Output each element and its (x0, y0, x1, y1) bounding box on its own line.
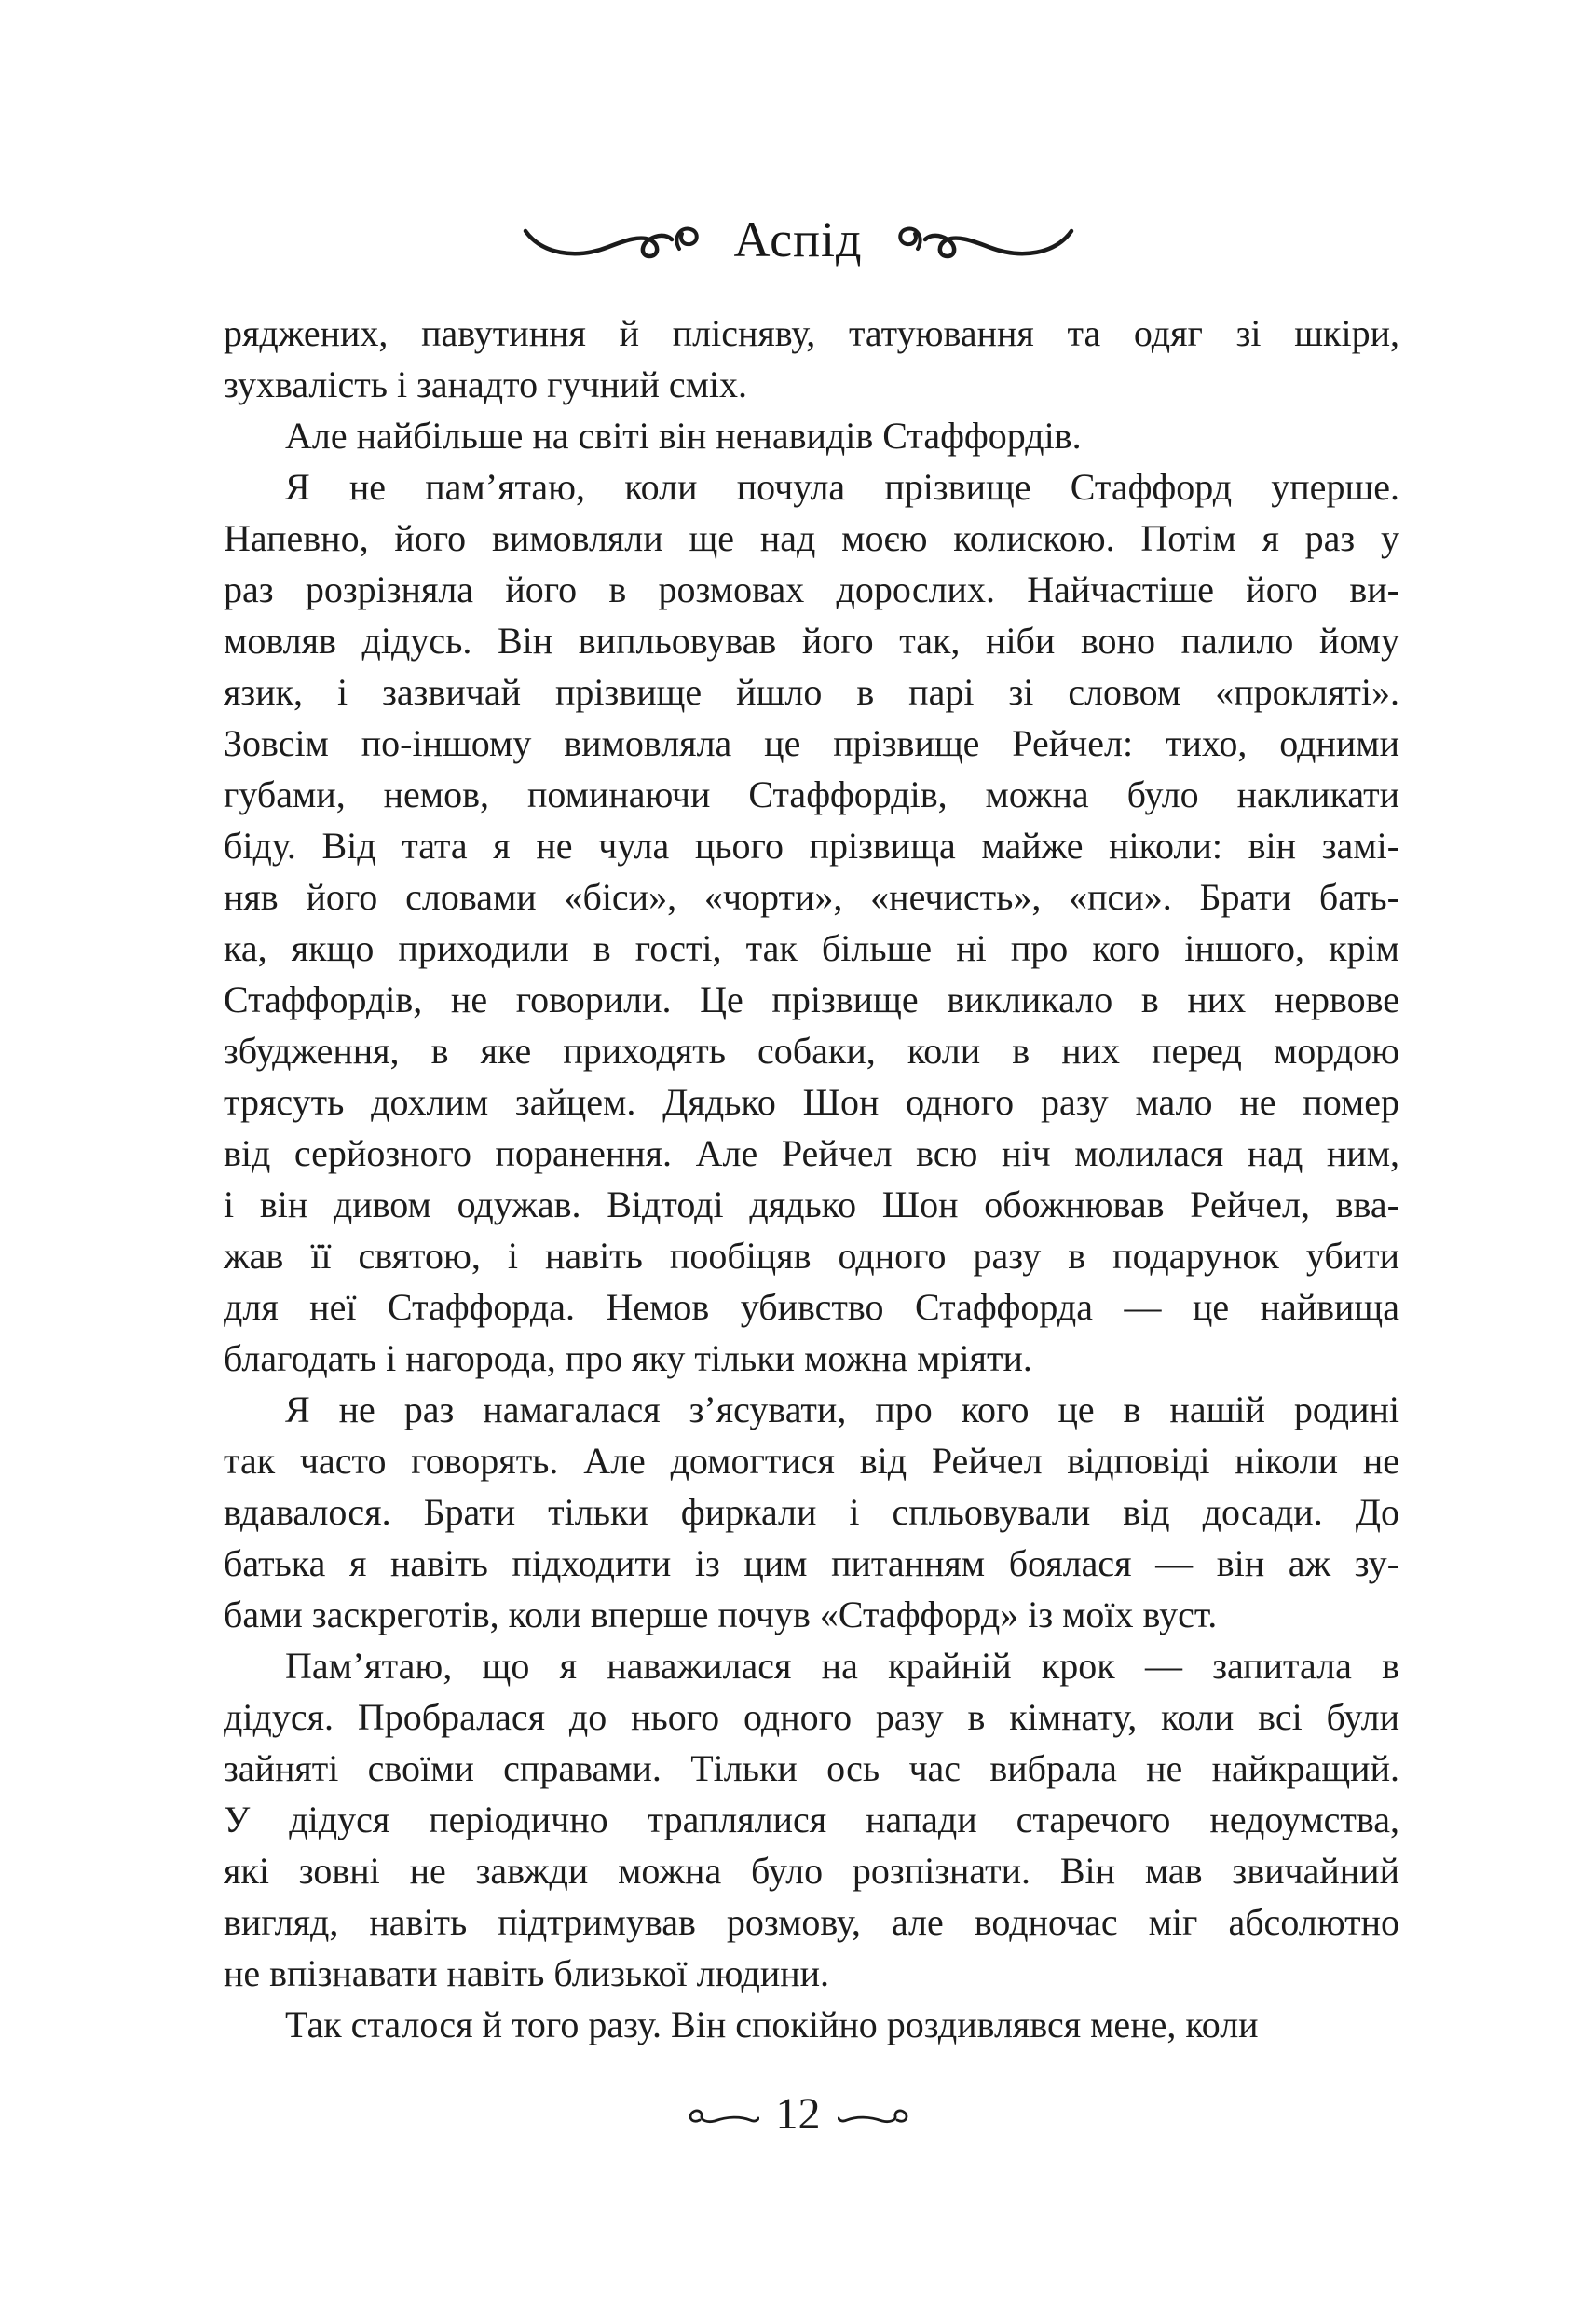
text-line: вдавалося. Брати тільки фиркали і спльовували від досади. До (224, 1491, 1399, 1533)
text-line: Я не раз намагалася з’ясувати, про кого це в нашій родині (285, 1389, 1399, 1430)
text-line: не впізнавати навіть близької людини. (224, 1952, 830, 1994)
text-line: Але найбільше на світі він ненавидів Стаффордів. (285, 415, 1082, 457)
text-line: У дідуся періодично траплялися напади старечого недоумства, (224, 1799, 1399, 1840)
text-line: вигляд, навіть підтримував розмову, але водночас міг абсолютно (224, 1901, 1399, 1943)
footer-flourish-right-icon (838, 2105, 910, 2127)
text-line: збудження, в яке приходять собаки, коли в них перед мордою (224, 1030, 1399, 1072)
text-line: Так сталося й того разу. Він спокійно роздивлявся мене, коли (285, 2004, 1259, 2045)
text-line: так часто говорять. Але домогтися від Рейчел відповіді ніколи не (224, 1440, 1399, 1482)
text-line: бами заскреготів, коли вперше почув «Стаффорд» із моїх вуст. (224, 1594, 1218, 1635)
chapter-title: Аспід (733, 212, 863, 267)
text-line: раз розрізняла його в розмовах дорослих. Найчастіше його ви- (224, 568, 1399, 610)
text-line: ряджених, павутиння й плісняву, татуювання та одяг зі шкіри, (224, 312, 1399, 354)
text-line: мовляв дідусь. Він випльовував його так, ніби воно палило йому (224, 620, 1399, 662)
text-line: Напевно, його вимовляли ще над моєю колискою. Потім я раз у (224, 517, 1399, 559)
chapter-header (0, 198, 1596, 281)
footer-flourish-left-icon (687, 2105, 759, 2127)
text-line: для неї Стаффорда. Немов убивство Стаффорда — це найвища (224, 1286, 1399, 1328)
text-line: і він дивом одужав. Відтоді дядько Шон обожнював Рейчел, вва- (224, 1183, 1399, 1225)
text-line: благодать і нагорода, про яку тільки можна мріяти. (224, 1337, 1032, 1379)
text-line: зайняті своїми справами. Тільки ось час вибрала не найкращий. (224, 1747, 1399, 1789)
text-line: Пам’ятаю, що я наважилася на крайній крок — запитала в (285, 1645, 1399, 1687)
text-line: губами, немов, поминаючи Стаффордів, можна було накликати (224, 773, 1399, 815)
text-line: дідуся. Пробралася до нього одного разу в кімнату, коли всі були (224, 1696, 1399, 1738)
text-line: батька я навіть підходити із цим питанням боялася — він аж зу- (224, 1542, 1399, 1584)
text-line: няв його словами «біси», «чорти», «нечисть», «пси». Брати бать- (224, 876, 1399, 918)
text-line: Зовсім по-іншому вимовляла це прізвище Рейчел: тихо, одними (224, 722, 1399, 764)
text-line: Я не пам’ятаю, коли почула прізвище Стаффорд уперше. (285, 466, 1399, 508)
text-line: біду. Від тата я не чула цього прізвища майже ніколи: він замі- (224, 825, 1399, 867)
text-line: зухвалість і занадто гучний сміх. (224, 363, 748, 405)
flourish-right-icon (883, 216, 1074, 263)
page-footer (0, 2082, 1596, 2147)
flourish-left-icon (523, 216, 714, 263)
text-line: які зовні не завжди можна було розпізнати. Він мав звичайний (224, 1850, 1399, 1892)
body-text (224, 308, 1399, 2050)
text-line: Стаффордів, не говорили. Це прізвище викликало в них нервове (224, 978, 1399, 1020)
text-line: язик, і зазвичай прізвище йшло в парі зі словом «прокляті». (224, 671, 1399, 713)
page-number: 12 (775, 2089, 821, 2139)
text-line: трясуть дохлим зайцем. Дядько Шон одного разу мало не помер (224, 1081, 1399, 1123)
text-line: від серйозного поранення. Але Рейчел всю ніч молилася над ним, (224, 1132, 1399, 1174)
text-line: ка, якщо приходили в гості, так більше ні про кого іншого, крім (224, 927, 1399, 969)
text-line: жав її святою, і навіть пообіцяв одного разу в подарунок убити (224, 1235, 1399, 1277)
